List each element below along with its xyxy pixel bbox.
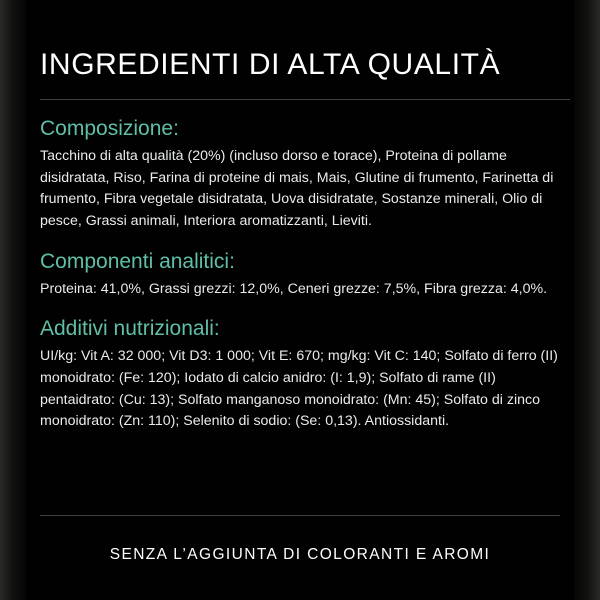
section-body-componenti-analitici: Proteina: 41,0%, Grassi grezzi: 12,0%, Ceneri grezze: 7,5%, Fibra grezza: 4,0%. — [40, 280, 548, 297]
section-componenti-analitici — [40, 249, 570, 301]
footer-divider — [40, 515, 560, 516]
section-additivi-nutrizionali — [40, 316, 570, 433]
section-heading-composizione: Composizione: — [40, 117, 179, 140]
page-title: INGREDIENTI DI ALTA QUALITÀ — [40, 48, 501, 81]
right-edge-gradient — [574, 0, 600, 600]
section-heading-componenti-analitici: Componenti analitici: — [40, 249, 235, 273]
section-composizione — [40, 116, 570, 233]
label-content — [40, 0, 570, 600]
section-body-composizione: Tacchino di alta qualità (20%) (incluso dorso e torace), Proteina di pollame disidratata, Riso, Farina di proteine di mais, Mais, Glutine di frumento, Farinetta di frumento, Fibra vegetale disidratata, Uova disidratate, Sostanze minerali, Olio di pesce, Grassi animali, Interiora aromatizzanti, Lieviti. — [40, 148, 554, 229]
title-divider — [40, 99, 570, 100]
left-edge-gradient — [0, 0, 26, 600]
section-body-additivi-nutrizionali: UI/kg: Vit A: 32 000; Vit D3: 1 000; Vit E: 670; mg/kg: Vit C: 140; Solfato di ferro (II) monoidrato: (Fe: 120); Iodato di calcio anidro: (I: 1,9); Solfato di rame (II) pentaidrato: (Cu: 13); Solfato manganoso monoidrato: (Mn: 45); Solfato di zinco monoidrato: (Zn: 110); Selenito di sodio: (Se: 0,13). Antiossidanti. — [40, 348, 558, 430]
footer-note: SENZA L’AGGIUNTA DI COLORANTI E AROMI — [109, 546, 491, 563]
section-heading-additivi-nutrizionali: Additivi nutrizionali: — [40, 317, 220, 341]
